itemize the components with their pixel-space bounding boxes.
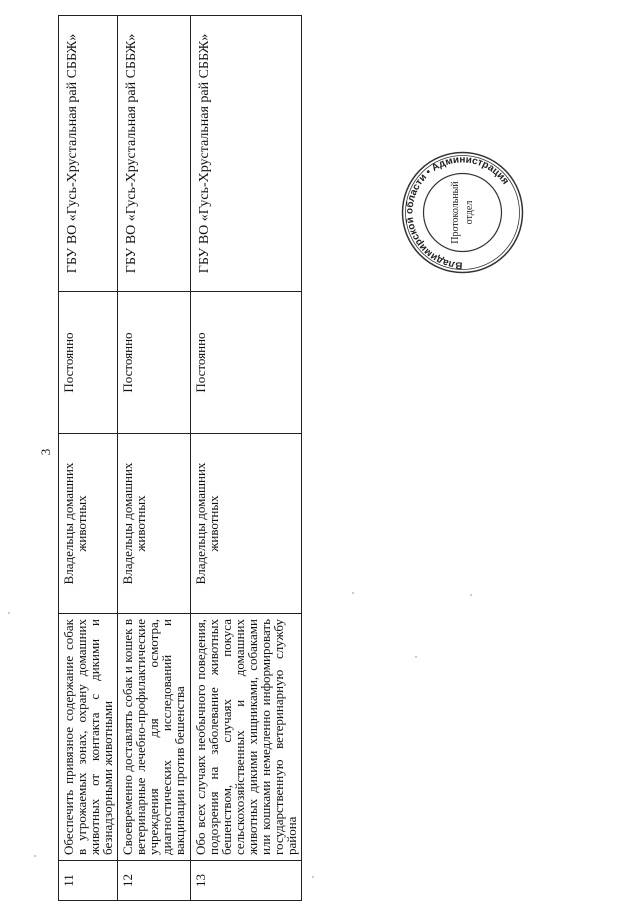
deadline: Постоянно — [190, 292, 301, 434]
row-number: 11 — [59, 861, 118, 901]
responsible-party: Владельцы домашних животных — [190, 434, 301, 614]
measures-table-container — [58, 16, 302, 901]
table-row — [59, 16, 118, 901]
scan-speck — [312, 876, 314, 878]
measures-table-rotated — [58, 16, 302, 901]
official-stamp — [400, 150, 525, 275]
row-number: 12 — [118, 861, 190, 901]
measures-table — [58, 15, 302, 901]
measure-text: Обо всех случаях необычного поведения, подозрения на заболевание животных бешенством, случаях покуса сельскохозяйственных и домашних животных дикими хищниками, собаками или кошками немедленно информировать государственную ветеринарную службу района — [190, 614, 301, 861]
measure-text: Своевременно доставлять собак и кошек в ветеринарные лечебно-профилактические учреждения для осмотра, диагностических исследований и вакцинации против бешенства — [118, 614, 190, 861]
scan-speck — [470, 594, 472, 596]
supervising-organization: ГБУ ВО «Гусь-Хрустальная рай СББЖ» — [59, 16, 118, 292]
table-row — [190, 16, 301, 901]
scan-speck — [34, 855, 36, 857]
page-number: 3 — [38, 448, 53, 456]
measure-text: Обеспечить привязное содержание собак в угрожаемых зонах, охрану домашних животных от контакта с дикими и безнадзорными животными — [59, 614, 118, 861]
stamp-graphic — [400, 150, 525, 275]
scan-speck — [352, 592, 354, 594]
supervising-organization: ГБУ ВО «Гусь-Хрустальная рай СББЖ» — [118, 16, 190, 292]
scan-speck — [8, 612, 10, 614]
supervising-organization: ГБУ ВО «Гусь-Хрустальная рай СББЖ» — [190, 16, 301, 292]
scan-speck — [415, 656, 417, 658]
stamp-outer-text: Владимирской области • Администрация — [404, 154, 511, 271]
deadline: Постоянно — [59, 292, 118, 434]
table-row — [118, 16, 190, 901]
responsible-party: Владельцы домашних животных — [59, 434, 118, 614]
deadline: Постоянно — [118, 292, 190, 434]
row-number: 13 — [190, 861, 301, 901]
responsible-party: Владельцы домашних животных — [118, 434, 190, 614]
stamp-inner-line1: Протокольный — [450, 181, 461, 244]
stamp-inner-line2: отдел — [464, 200, 475, 225]
